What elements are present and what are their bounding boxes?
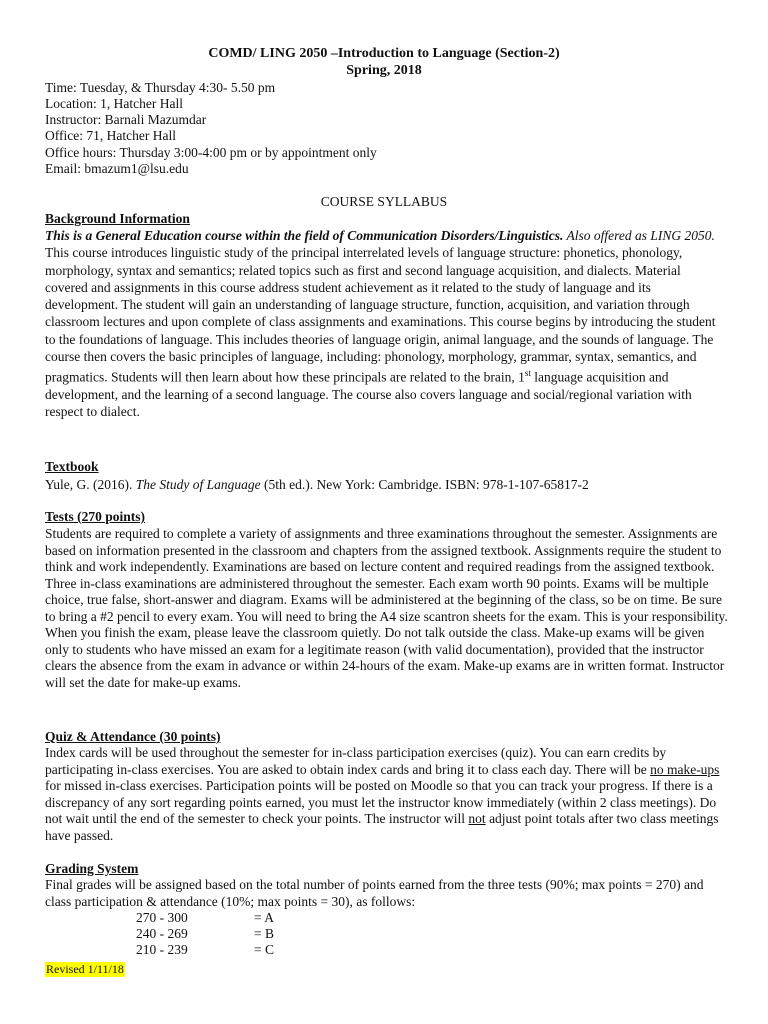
background-lead-italic: Also offered as LING 2050. <box>563 228 715 243</box>
grade-row <box>136 942 274 958</box>
background-lead-bold: This is a General Education course within the field of Communication Disorders/Linguistics. <box>45 228 564 243</box>
grading-heading: Grading System <box>45 861 139 876</box>
grade-letter: = A <box>254 910 274 925</box>
revised-date: Revised 1/11/18 <box>46 962 124 976</box>
tests-heading: Tests (270 points) <box>45 509 146 524</box>
textbook-heading: Textbook <box>45 459 99 474</box>
quiz-body-c: adjust point totals after two class meetings have passed. <box>45 811 719 843</box>
grade-letter: = C <box>254 942 274 957</box>
grade-range: 210 - 239 <box>136 942 188 957</box>
quiz-paragraph <box>45 745 725 845</box>
grade-row <box>136 910 274 926</box>
grade-range: 240 - 269 <box>136 926 188 941</box>
textbook-citation <box>45 476 725 493</box>
info-instructor: Instructor: Barnali Mazumdar <box>45 112 207 127</box>
info-office: Office: 71, Hatcher Hall <box>45 128 176 143</box>
grade-row <box>136 926 274 942</box>
grading-paragraph: Final grades will be assigned based on the total number of points earned from the three tests (90%; max points = 270) and class participation & attendance (10%; max points = 30), as follows: <box>45 877 704 909</box>
quiz-body-a: Index cards will be used throughout the semester for in-class participation exercises (quiz). You can earn credits by participating in-class exercises. You are asked to obtain index cards and bring it to class each day. There will be <box>45 745 667 777</box>
course-title: COMD/ LING 2050 –Introduction to Language (Section-2) <box>208 46 560 61</box>
info-office-hours: Office hours: Thursday 3:00-4:00 pm or by appointment only <box>45 145 377 160</box>
info-location: Location: 1, Hatcher Hall <box>45 96 183 111</box>
background-body-b: language acquisition and development, and the learning of a second language. The course also covers language and social/regional variation with respect to dialect. <box>45 369 692 420</box>
grade-letter: = B <box>254 926 274 941</box>
quiz-body-b: for missed in-class exercises. Participation points will be posted on Moodle so that you can track your progress. If there is a discrepancy of any sort regarding points earned, you must let the instructor know immediately (within 2 class meetings). Do not wait until the end of the semester to check your points. The instructor will <box>45 778 717 827</box>
background-body-a: This course introduces linguistic study of the principal interrelated levels of language structure: phonetics, phonology, morphology, syntax and semantics; related topics such as first and second language acquisition, and dialects. Material covered and assignments in this course address student achievement as it related to the study of language and its development. The student will gain an understanding of language structure, function, acquisition, and variation through classroom lectures and upon complete of class assignments and examinations. This course begins by introducing the student to the foundations of language. This includes theories of language origin, animal language, and the sounds of language. The course then covers the basic principles of language, including: phonology, morphology, grammar, syntax, semantics, and pragmatics. Students will then learn about how these principals are related to the brain, 1 <box>45 245 716 385</box>
background-heading: Background Information <box>45 211 190 226</box>
info-email: Email: bmazum1@lsu.edu <box>45 161 189 176</box>
quiz-no-makeups: no make-ups <box>650 761 720 777</box>
background-paragraph <box>45 227 725 421</box>
info-time: Time: Tuesday, & Thursday 4:30- 5.50 pm <box>45 80 276 95</box>
quiz-not: not <box>468 811 486 827</box>
textbook-author: Yule, G. (2016). <box>45 477 136 492</box>
textbook-title: The Study of Language <box>135 477 261 492</box>
tests-paragraph: Students are required to complete a variety of assignments and three examinations throughout the semester. Assignments are based on information presented in the classroom and chapters from the assigned textbook. Assignments require the student to think and work independently. Examinations are based on lecture content and required readings from the assigned textbook. Three in-class examinations are administered throughout the semester. Each exam worth 90 points. Exams will be multiple choice, true false, short-answer and diagram. Exams will be administered at the beginning of the class, so be on time. Be sure to bring a #2 pencil to every exam. You will need to bring the A4 size scantron sheets for the exam. This is your responsibility. When you finish the exam, please leave the classroom quietly. Do not talk outside the class. Make-up exams will be given only to students who have missed an exam for a legitimate reason (with valid documentation), provided that the instructor clears the absence from the exam in advance or within 24-hours of the exam. Make-up exams are in written format. Instructor will set the date for make-up exams. <box>45 526 728 690</box>
textbook-rest: (5th ed.). New York: Cambridge. ISBN: 978-1-107-65817-2 <box>260 477 589 492</box>
syllabus-heading: COURSE SYLLABUS <box>320 194 448 209</box>
quiz-heading: Quiz & Attendance (30 points) <box>45 729 221 744</box>
grade-range: 270 - 300 <box>136 910 188 925</box>
course-term: Spring, 2018 <box>346 63 422 78</box>
background-body-sup: st <box>524 368 531 379</box>
